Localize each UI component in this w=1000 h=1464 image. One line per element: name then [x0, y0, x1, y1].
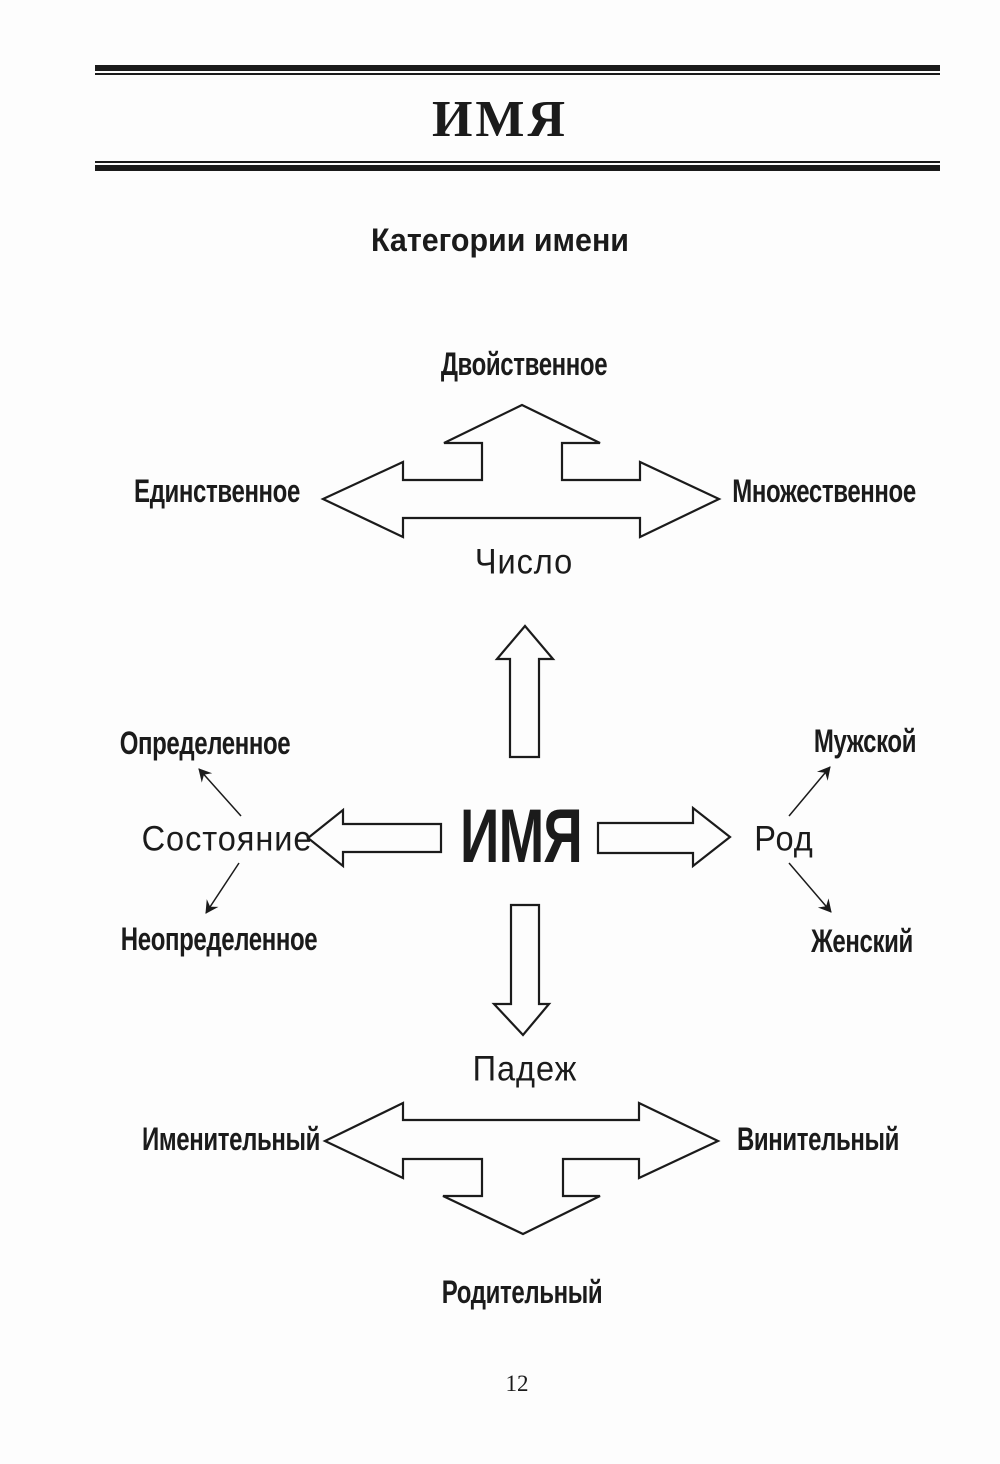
label-indefinite: Неопределенное	[120, 921, 318, 957]
label-masculine: Мужской	[813, 723, 917, 759]
page-number: 12	[505, 1371, 529, 1396]
trident-number-arrow-icon	[323, 405, 719, 537]
label-dual: Двойственное	[440, 346, 608, 382]
arrow-to-masculine-icon	[789, 767, 830, 816]
label-definite: Определенное	[119, 725, 291, 761]
label-state-category: Состояние	[141, 819, 313, 859]
up-arrow-icon	[497, 626, 553, 757]
label-accusative: Винительный	[736, 1121, 900, 1157]
label-genitive: Родительный	[441, 1274, 603, 1310]
diagram-title: Категории имени	[371, 222, 629, 258]
label-gender-category: Род	[754, 819, 814, 859]
arrow-to-feminine-icon	[789, 863, 831, 912]
arrow-to-definite-icon	[199, 769, 241, 816]
left-arrow-icon	[308, 810, 441, 866]
trident-case-arrow-icon	[325, 1103, 718, 1234]
right-arrow-icon	[598, 808, 730, 866]
arrow-to-indefinite-icon	[206, 863, 239, 913]
label-number-category: Число	[474, 542, 574, 582]
label-nominative: Именительный	[142, 1121, 320, 1157]
page-title: ИМЯ	[431, 91, 569, 148]
center-node-label: ИМЯ	[459, 794, 583, 879]
label-singular: Единственное	[134, 473, 300, 509]
label-feminine: Женский	[811, 923, 913, 959]
label-case-category: Падеж	[472, 1049, 578, 1089]
label-plural: Множественное	[732, 473, 916, 509]
down-arrow-icon	[494, 905, 549, 1035]
